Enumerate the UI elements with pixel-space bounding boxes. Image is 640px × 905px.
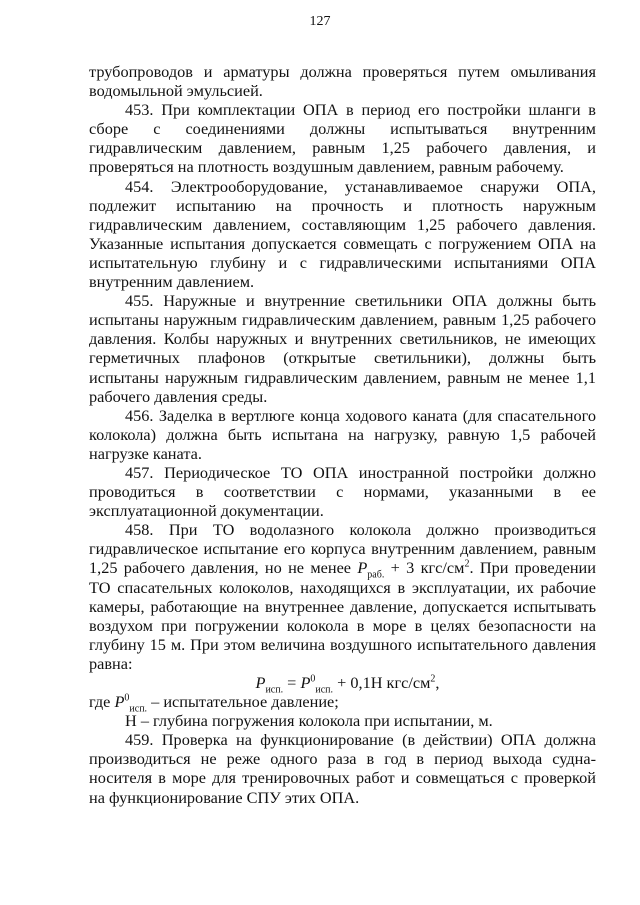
pressure-symbol: P (357, 558, 368, 578)
text-run: где (89, 692, 115, 712)
text-run: 458. При ТО водолазного колокола должно производиться гидравлическое испытание его корпуса внутренним давлением, равным 1,25 рабочего давления, но не менее (89, 520, 596, 578)
paragraph-454: 454. Электрооборудование, устанавливаемое снаружи ОПА, подлежит испытанию на прочность и плотность наружным гидравлическим давлением, составляющим 1,25 рабочего давления. Указанные испытания допускается совмещать с погружением ОПА на испытательную глубину и с гидравлическими испытаниями ОПА внутренним давлением. (89, 176, 596, 292)
superscript: 2 (464, 559, 470, 571)
paragraph-457: 457. Периодическое ТО ОПА иностранной постройки должно проводиться в соответствии с нормами, указанными в ее эксплуатационной документации. (89, 462, 596, 521)
superscript: 0 (310, 673, 316, 685)
paragraph-458 (89, 520, 596, 673)
text-line: водомыльной эмульсией. (89, 81, 263, 101)
text-run: + 3 кгс/см (384, 558, 465, 578)
pressure-symbol: P (114, 692, 125, 712)
superscript: 0 (124, 692, 130, 704)
paragraph-456: 456. Заделка в вертлюге конца ходового каната (для спасательного колокола) должна быть испытана на нагрузку, равную 1,5 рабочей нагрузке каната. (89, 405, 596, 463)
formula-where (89, 692, 596, 715)
superscript: 2 (430, 673, 436, 685)
text-run: – испытательное давление; (147, 692, 339, 712)
paragraph-455: 455. Наружные и внутренние светильники ОПА должны быть испытаны наружным гидравлическим давлением, равным 1,25 рабочего давления. Колбы наружных и внутренних светильников, не имеющих герметичных плафонов (открытые светильники), должны быть испытаны наружным гидравлическим давлением, равным не менее 1,1 рабочего давления среды. (89, 291, 596, 406)
subscript: раб. (367, 569, 385, 581)
paragraph-continuation (89, 62, 596, 100)
formula (89, 673, 596, 696)
pressure-symbol: P (255, 673, 266, 692)
formula-depth-definition: Н – глубина погружения колокола при испытании, м. (125, 711, 493, 731)
subscript: исп. (265, 684, 284, 696)
text-run: + 0,1Н кгс/см (333, 673, 431, 692)
document-body (89, 62, 596, 807)
text-run: , (435, 673, 440, 692)
paragraph-459: 459. Проверка на функционирование (в действии) ОПА должна производиться не реже одного раза в год в период выхода судна-носителя в море для тренировочных работ и совмещаться с проверкой на функционирование СПУ этих ОПА. (89, 730, 596, 807)
text-run: = (283, 673, 301, 692)
page-number: 127 (309, 14, 331, 29)
pressure-symbol: P (300, 673, 311, 692)
subscript: исп. (129, 703, 148, 715)
text-run: . При проведении ТО спасательных колоколов, находящихся в эксплуатации, их рабочие камеры, работающие на внутреннее давление, допускается испытывать воздухом при погружении колокола в море в целях безопасности на глубину 15 м. При этом величина воздушного испытательного давления равна: (89, 558, 596, 673)
text-line: трубопроводов и арматуры должна проверяться путем омыливания (89, 62, 596, 81)
paragraph-453: 453. При комплектации ОПА в период его постройки шланги в сборе с соединениями должны испытываться внутренним гидравлическим давлением, равным 1,25 рабочего давления, и проверяться на плотность воздушным давлением, равным рабочему. (89, 100, 596, 177)
subscript: исп. (315, 684, 334, 696)
